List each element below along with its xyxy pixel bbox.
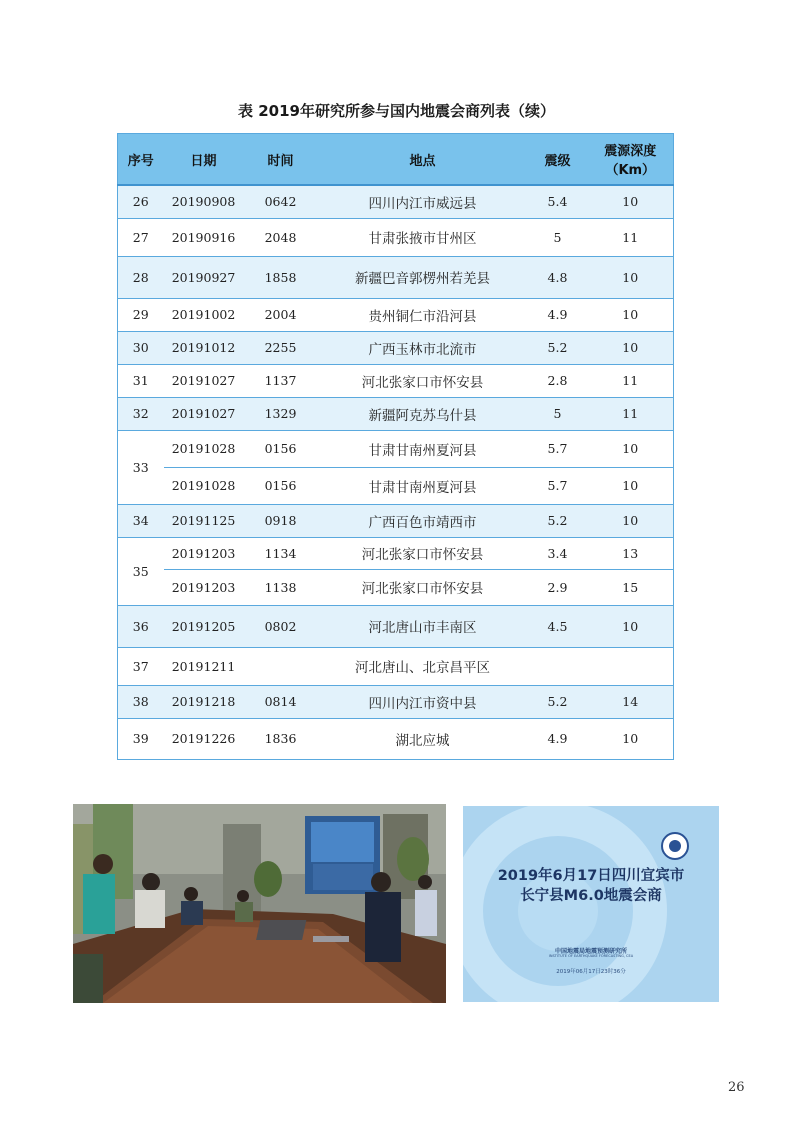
cell-time: 2255 <box>244 331 318 364</box>
cell-depth: 13 <box>588 537 674 569</box>
cell-depth: 10 <box>588 185 674 218</box>
header-magnitude: 震级 <box>528 134 588 186</box>
cell-magnitude: 5.2 <box>528 331 588 364</box>
table-row <box>118 397 674 430</box>
cell-date: 20191002 <box>164 298 244 331</box>
cell-no: 28 <box>118 256 164 298</box>
cell-magnitude: 5.2 <box>528 504 588 537</box>
cell-depth: 15 <box>588 569 674 605</box>
cell-time: 0642 <box>244 185 318 218</box>
header-date: 日期 <box>164 134 244 186</box>
table-row <box>118 256 674 298</box>
cell-depth: 10 <box>588 467 674 504</box>
table-row <box>118 647 674 685</box>
consultation-table <box>117 133 674 760</box>
cell-time: 0802 <box>244 605 318 647</box>
table-row <box>118 685 674 718</box>
cell-time: 0156 <box>244 467 318 504</box>
cell-no: 35 <box>118 537 164 605</box>
cell-date: 20191211 <box>164 647 244 685</box>
cell-date: 20190927 <box>164 256 244 298</box>
cell-place: 四川内江市威远县 <box>318 185 528 218</box>
cell-time: 2048 <box>244 218 318 256</box>
cell-date: 20191203 <box>164 537 244 569</box>
cell-magnitude: 5.7 <box>528 467 588 504</box>
cell-date: 20191012 <box>164 331 244 364</box>
cell-depth: 11 <box>588 397 674 430</box>
cell-time: 1137 <box>244 364 318 397</box>
table-row <box>118 569 674 605</box>
cell-no: 26 <box>118 185 164 218</box>
table-header-row <box>118 134 674 186</box>
cell-place: 河北张家口市怀安县 <box>318 537 528 569</box>
cell-depth: 14 <box>588 685 674 718</box>
cell-date: 20190916 <box>164 218 244 256</box>
cell-date: 20191028 <box>164 430 244 467</box>
cell-no: 31 <box>118 364 164 397</box>
cell-time: 0814 <box>244 685 318 718</box>
table-row <box>118 504 674 537</box>
header-time: 时间 <box>244 134 318 186</box>
table-caption: 表 2019年研究所参与国内地震会商列表（续） <box>238 102 555 120</box>
table-row <box>118 298 674 331</box>
cell-date: 20191027 <box>164 364 244 397</box>
cell-magnitude: 4.9 <box>528 298 588 331</box>
cell-date: 20191028 <box>164 467 244 504</box>
cell-time: 1134 <box>244 537 318 569</box>
cell-time: 0918 <box>244 504 318 537</box>
cell-no: 36 <box>118 605 164 647</box>
table-row <box>118 430 674 467</box>
cell-date: 20191125 <box>164 504 244 537</box>
cell-date: 20191205 <box>164 605 244 647</box>
table-row <box>118 364 674 397</box>
cell-place: 河北张家口市怀安县 <box>318 364 528 397</box>
cell-no: 34 <box>118 504 164 537</box>
table-row <box>118 218 674 256</box>
cell-place: 河北唐山市丰南区 <box>318 605 528 647</box>
cell-magnitude: 5.2 <box>528 685 588 718</box>
slide-org-name-en: INSTITUTE OF EARTHQUAKE FORECASTING, CEA <box>548 954 634 958</box>
cell-depth: 11 <box>588 218 674 256</box>
cell-magnitude: 2.9 <box>528 569 588 605</box>
cell-date: 20191027 <box>164 397 244 430</box>
cell-no: 30 <box>118 331 164 364</box>
slide-title-line1: 2019年6月17日四川宜宾市 <box>497 868 685 884</box>
header-place: 地点 <box>318 134 528 186</box>
cell-time: 1138 <box>244 569 318 605</box>
cell-no: 37 <box>118 647 164 685</box>
cell-no: 33 <box>118 430 164 504</box>
cell-depth: 10 <box>588 605 674 647</box>
cell-time: 2004 <box>244 298 318 331</box>
meeting-room-illustration <box>73 804 446 1003</box>
cell-magnitude: 4.5 <box>528 605 588 647</box>
table-row <box>118 605 674 647</box>
cell-place: 湖北应城 <box>318 718 528 759</box>
header-depth: 震源深度（Km） <box>588 134 674 186</box>
page-number: 26 <box>728 1080 745 1095</box>
cell-no: 39 <box>118 718 164 759</box>
table-row <box>118 467 674 504</box>
cell-depth: 10 <box>588 718 674 759</box>
cell-place: 河北唐山、北京昌平区 <box>318 647 528 685</box>
cell-date: 20191226 <box>164 718 244 759</box>
cell-place: 河北张家口市怀安县 <box>318 569 528 605</box>
slide-org-name: 中国地震局地震预测研究所 <box>554 948 627 955</box>
cell-time <box>244 647 318 685</box>
cell-magnitude: 5.4 <box>528 185 588 218</box>
cell-place: 甘肃张掖市甘州区 <box>318 218 528 256</box>
cell-place: 四川内江市资中县 <box>318 685 528 718</box>
cell-depth: 10 <box>588 256 674 298</box>
cell-depth: 10 <box>588 331 674 364</box>
cell-magnitude: 5 <box>528 397 588 430</box>
cell-place: 广西玉林市北流市 <box>318 331 528 364</box>
cell-place: 广西百色市靖西市 <box>318 504 528 537</box>
slide-title-line2: 长宁县M6.0地震会商 <box>520 888 662 904</box>
cell-no: 27 <box>118 218 164 256</box>
cell-time: 1858 <box>244 256 318 298</box>
cell-magnitude: 4.9 <box>528 718 588 759</box>
cell-magnitude: 5.7 <box>528 430 588 467</box>
cell-depth: 11 <box>588 364 674 397</box>
cell-magnitude: 2.8 <box>528 364 588 397</box>
consultation-slide-photo <box>463 806 719 1002</box>
table-row <box>118 537 674 569</box>
cell-place: 新疆巴音郭楞州若羌县 <box>318 256 528 298</box>
table-row <box>118 718 674 759</box>
cell-depth <box>588 647 674 685</box>
table-row <box>118 185 674 218</box>
cell-no: 32 <box>118 397 164 430</box>
cell-date: 20191203 <box>164 569 244 605</box>
cell-magnitude: 3.4 <box>528 537 588 569</box>
cell-place: 贵州铜仁市沿河县 <box>318 298 528 331</box>
slide-date-line: 2019年06月17日23时36分 <box>556 969 626 975</box>
cell-place: 甘肃甘南州夏河县 <box>318 467 528 504</box>
header-no: 序号 <box>118 134 164 186</box>
cell-time: 1836 <box>244 718 318 759</box>
cell-time: 1329 <box>244 397 318 430</box>
cell-magnitude <box>528 647 588 685</box>
cell-depth: 10 <box>588 504 674 537</box>
table-row <box>118 331 674 364</box>
cell-date: 20190908 <box>164 185 244 218</box>
cell-place: 新疆阿克苏乌什县 <box>318 397 528 430</box>
cell-magnitude: 4.8 <box>528 256 588 298</box>
cell-depth: 10 <box>588 430 674 467</box>
meeting-room-photo <box>73 804 446 1003</box>
cell-no: 29 <box>118 298 164 331</box>
cell-place: 甘肃甘南州夏河县 <box>318 430 528 467</box>
cell-magnitude: 5 <box>528 218 588 256</box>
cell-depth: 10 <box>588 298 674 331</box>
cell-no: 38 <box>118 685 164 718</box>
cell-date: 20191218 <box>164 685 244 718</box>
cell-time: 0156 <box>244 430 318 467</box>
